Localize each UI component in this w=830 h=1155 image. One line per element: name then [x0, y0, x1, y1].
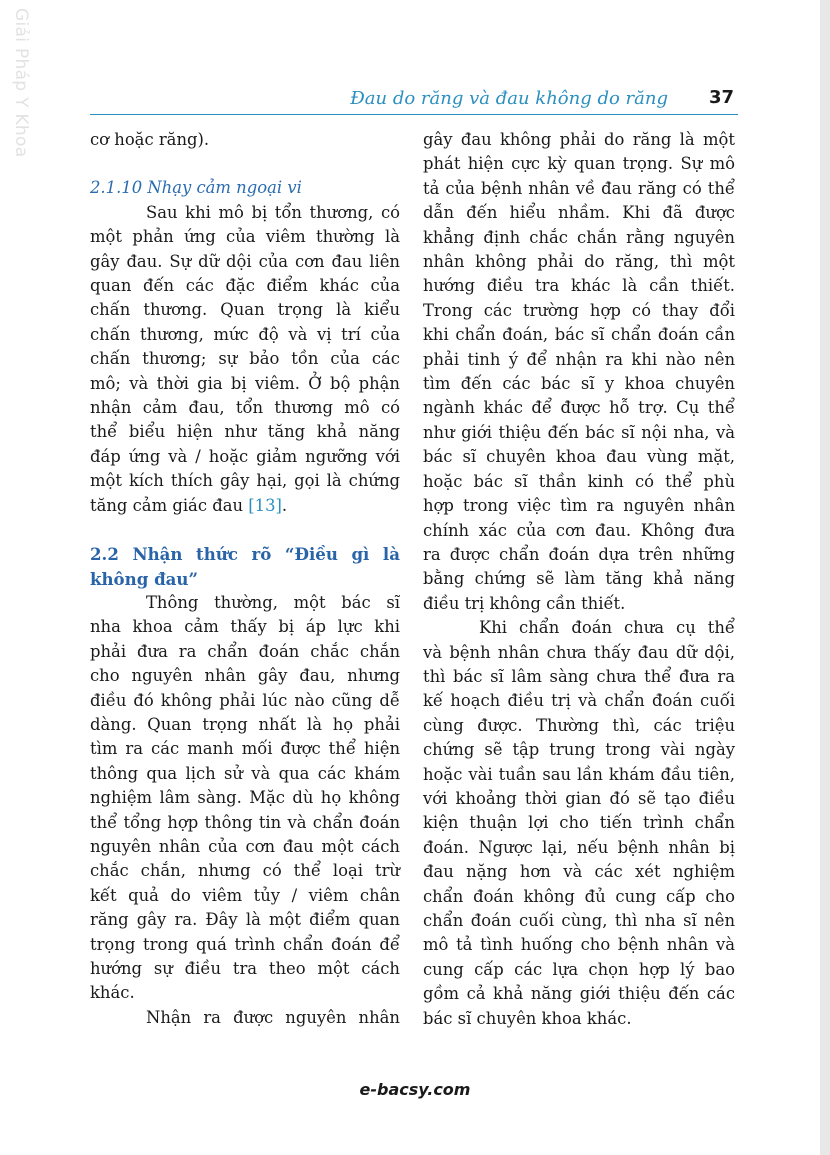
paragraph-line: chẩn đoán không đủ cung cấp cho [423, 886, 735, 906]
paragraph-line: phải đưa ra chẩn đoán chắc chắn [90, 641, 400, 661]
paragraph-line: khác. [90, 983, 135, 1003]
paragraph-line-end: . [281, 495, 288, 515]
paragraph-line: nguyên nhân của cơn đau một cách [90, 836, 400, 856]
paragraph-line: hoặc vài tuần sau lần khám đầu tiên, [423, 764, 735, 784]
paragraph-line: quan đến các đặc điểm khác của [90, 276, 400, 296]
paragraph-line: Trong các trường hợp có thay đổi [423, 300, 735, 320]
paragraph-line: khẳng định chắc chắn rằng nguyên [423, 227, 735, 247]
paragraph-line: dàng. Quan trọng nhất là họ phải [90, 714, 400, 734]
paragraph-line: cùng được. Thường thì, các triệu [423, 715, 735, 735]
paragraph-line: mô; và thời gia bị viêm. Ở bộ phận [90, 373, 400, 393]
page-edge [820, 0, 830, 1155]
section-title-line-2: không đau” [90, 568, 199, 589]
paragraph-line: bằng chứng sẽ làm tăng khả năng [423, 569, 735, 589]
paragraph-line: với khoảng thời gian đó sẽ tạo điều [423, 788, 735, 808]
paragraph-line: Thông thường, một bác sĩ [146, 592, 400, 612]
paragraph-line: nhân không phải do răng, thì một [423, 252, 735, 272]
paragraph-line: nghiệm lâm sàng. Mặc dù họ không [90, 788, 400, 808]
paragraph-line: chấn thương. Quan trọng là kiểu [90, 300, 400, 320]
paragraph-line: kiện thuận lợi cho tiến trình chẩn [423, 813, 735, 833]
paragraph-line: đoán. Ngược lại, nếu bệnh nhân bị [423, 837, 735, 857]
paragraph-line: gồm cả khả năng giới thiệu đến các [423, 984, 735, 1004]
paragraph-line: cung cấp các lựa chọn hợp lý bao [423, 959, 735, 979]
paragraph-line: và bệnh nhân chưa thấy đau dữ dội, [423, 642, 735, 662]
running-header [90, 86, 738, 115]
paragraph-line: đáp ứng và / hoặc giảm ngưỡng với [90, 446, 400, 466]
paragraph-line: bác sĩ chuyên khoa đau vùng mặt, [423, 447, 735, 467]
paragraph-line: như giới thiệu đến bác sĩ nội nha, và [423, 422, 735, 442]
paragraph-line: tả của bệnh nhân về đau răng có thể [423, 178, 735, 198]
paragraph-line: trọng trong quá trình chẩn đoán để [90, 934, 400, 954]
paragraph-line: một kích thích gây hại, gọi là chứng [90, 471, 400, 491]
paragraph-line: bác sĩ chuyên khoa khác. [423, 1008, 632, 1028]
paragraph-line: hoặc bác sĩ thần kinh có thể phù [423, 471, 735, 491]
paragraph-line: tìm ra các manh mối được thể hiện [90, 739, 400, 759]
paragraph-line: hợp trong việc tìm ra nguyên nhân [423, 496, 735, 516]
paragraph-line: chấn thương, mức độ và vị trí của [90, 324, 400, 344]
paragraph-line: cho nguyên nhân gây đau, nhưng [90, 666, 400, 686]
paragraph-line: kết quả do viêm tủy / viêm chân [90, 885, 400, 905]
paragraph-line-text: tăng cảm giác đau [90, 495, 244, 515]
paragraph-line: điều trị không cần thiết. [423, 593, 626, 613]
paragraph-line: mô tả tình huống cho bệnh nhân và [423, 935, 735, 955]
page-number: 37 [708, 87, 734, 108]
subsection-title: 2.1.10 Nhạy cảm ngoại vi [90, 178, 302, 198]
paragraph-line: nhận cảm đau, tổn thương mô có [90, 398, 400, 418]
paragraph-line: điều đó không phải lúc nào cũng dễ [90, 690, 400, 710]
section-title-line-1: 2.2 Nhận thức rõ “Điều gì là [90, 544, 400, 565]
paragraph-line: thể biểu hiện như tăng khả năng [90, 422, 400, 442]
section-title [90, 542, 400, 591]
paragraph-line: gây đau không phải do răng là một [423, 130, 735, 149]
paragraph-line: kế hoạch điều trị và chẩn đoán cuối [423, 691, 735, 711]
paragraph-line: nha khoa cảm thấy bị áp lực khi [90, 617, 400, 637]
paragraph-line: thì bác sĩ lâm sàng chưa thể đưa ra [423, 666, 735, 686]
citation-link[interactable]: [13] [248, 495, 282, 515]
paragraph-line: phải tinh ý để nhận ra khi nào nên [423, 349, 735, 369]
paragraph-line: một phản ứng của viêm thường là [90, 227, 400, 247]
right-column [423, 128, 735, 1031]
paragraph-line: chấn thương; sự bảo tồn của các [90, 349, 400, 369]
paragraph-diagnosis-uncertain [423, 616, 735, 1031]
paragraph-line: Khi chẩn đoán chưa cụ thể [479, 618, 735, 638]
paragraph-line: dẫn đến hiểu nhầm. Khi đã được [423, 203, 735, 223]
paragraph-line: chính xác của cơn đau. Không đưa [423, 520, 735, 540]
paragraph-line: hướng sự điều tra theo một cách [90, 959, 400, 978]
paragraph-line: thông qua lịch sử và qua các khám [90, 763, 400, 783]
paragraph-line: chẩn đoán cuối cùng, thì nha sĩ nên [423, 911, 735, 930]
paragraph-not-pain [90, 591, 400, 1006]
paragraph-line: răng gây ra. Đây là một điểm quan [90, 910, 400, 930]
paragraph-line [90, 494, 400, 518]
paragraph-continuation [90, 128, 400, 152]
footer-site: e-bacsy.com [359, 1080, 471, 1099]
paragraph-line: chắc chắn, nhưng có thể loại trừ [90, 861, 400, 881]
watermark-text: Giải Pháp Y Khoa [11, 8, 31, 158]
paragraph-line: ra được chẩn đoán dựa trên những [423, 544, 735, 564]
paragraph-line: gây đau. Sự dữ dội của cơn đau liên [90, 251, 400, 271]
paragraph-line: tìm đến các bác sĩ y khoa chuyên [423, 374, 735, 394]
paragraph-recognize-cause [90, 1006, 400, 1030]
paragraph-line: hướng điều tra khác là cần thiết. [423, 276, 735, 296]
paragraph-line: đau nặng hơn và các xét nghiệm [423, 862, 735, 882]
paragraph-line: thể tổng hợp thông tin và chẩn đoán [90, 812, 400, 832]
paragraph-line: khi chẩn đoán, bác sĩ chẩn đoán cần [423, 325, 735, 345]
paragraph-line: ngành khác để được hỗ trợ. Cụ thể [423, 398, 735, 418]
paragraph-line: cơ hoặc răng). [90, 130, 210, 149]
running-title: Đau do răng và đau không do răng [350, 88, 668, 109]
paragraph-peripheral-sensitization [90, 201, 400, 494]
paragraph-line: Nhận ra được nguyên nhân [146, 1007, 400, 1027]
paragraph-recognize-cause-cont [423, 128, 735, 616]
paragraph-line: phát hiện cực kỳ quan trọng. Sự mô [423, 154, 735, 174]
paragraph-line: chứng sẽ tập trung trong vài ngày [423, 740, 735, 760]
left-column [90, 128, 400, 1030]
paragraph-line: Sau khi mô bị tổn thương, có [146, 202, 400, 222]
